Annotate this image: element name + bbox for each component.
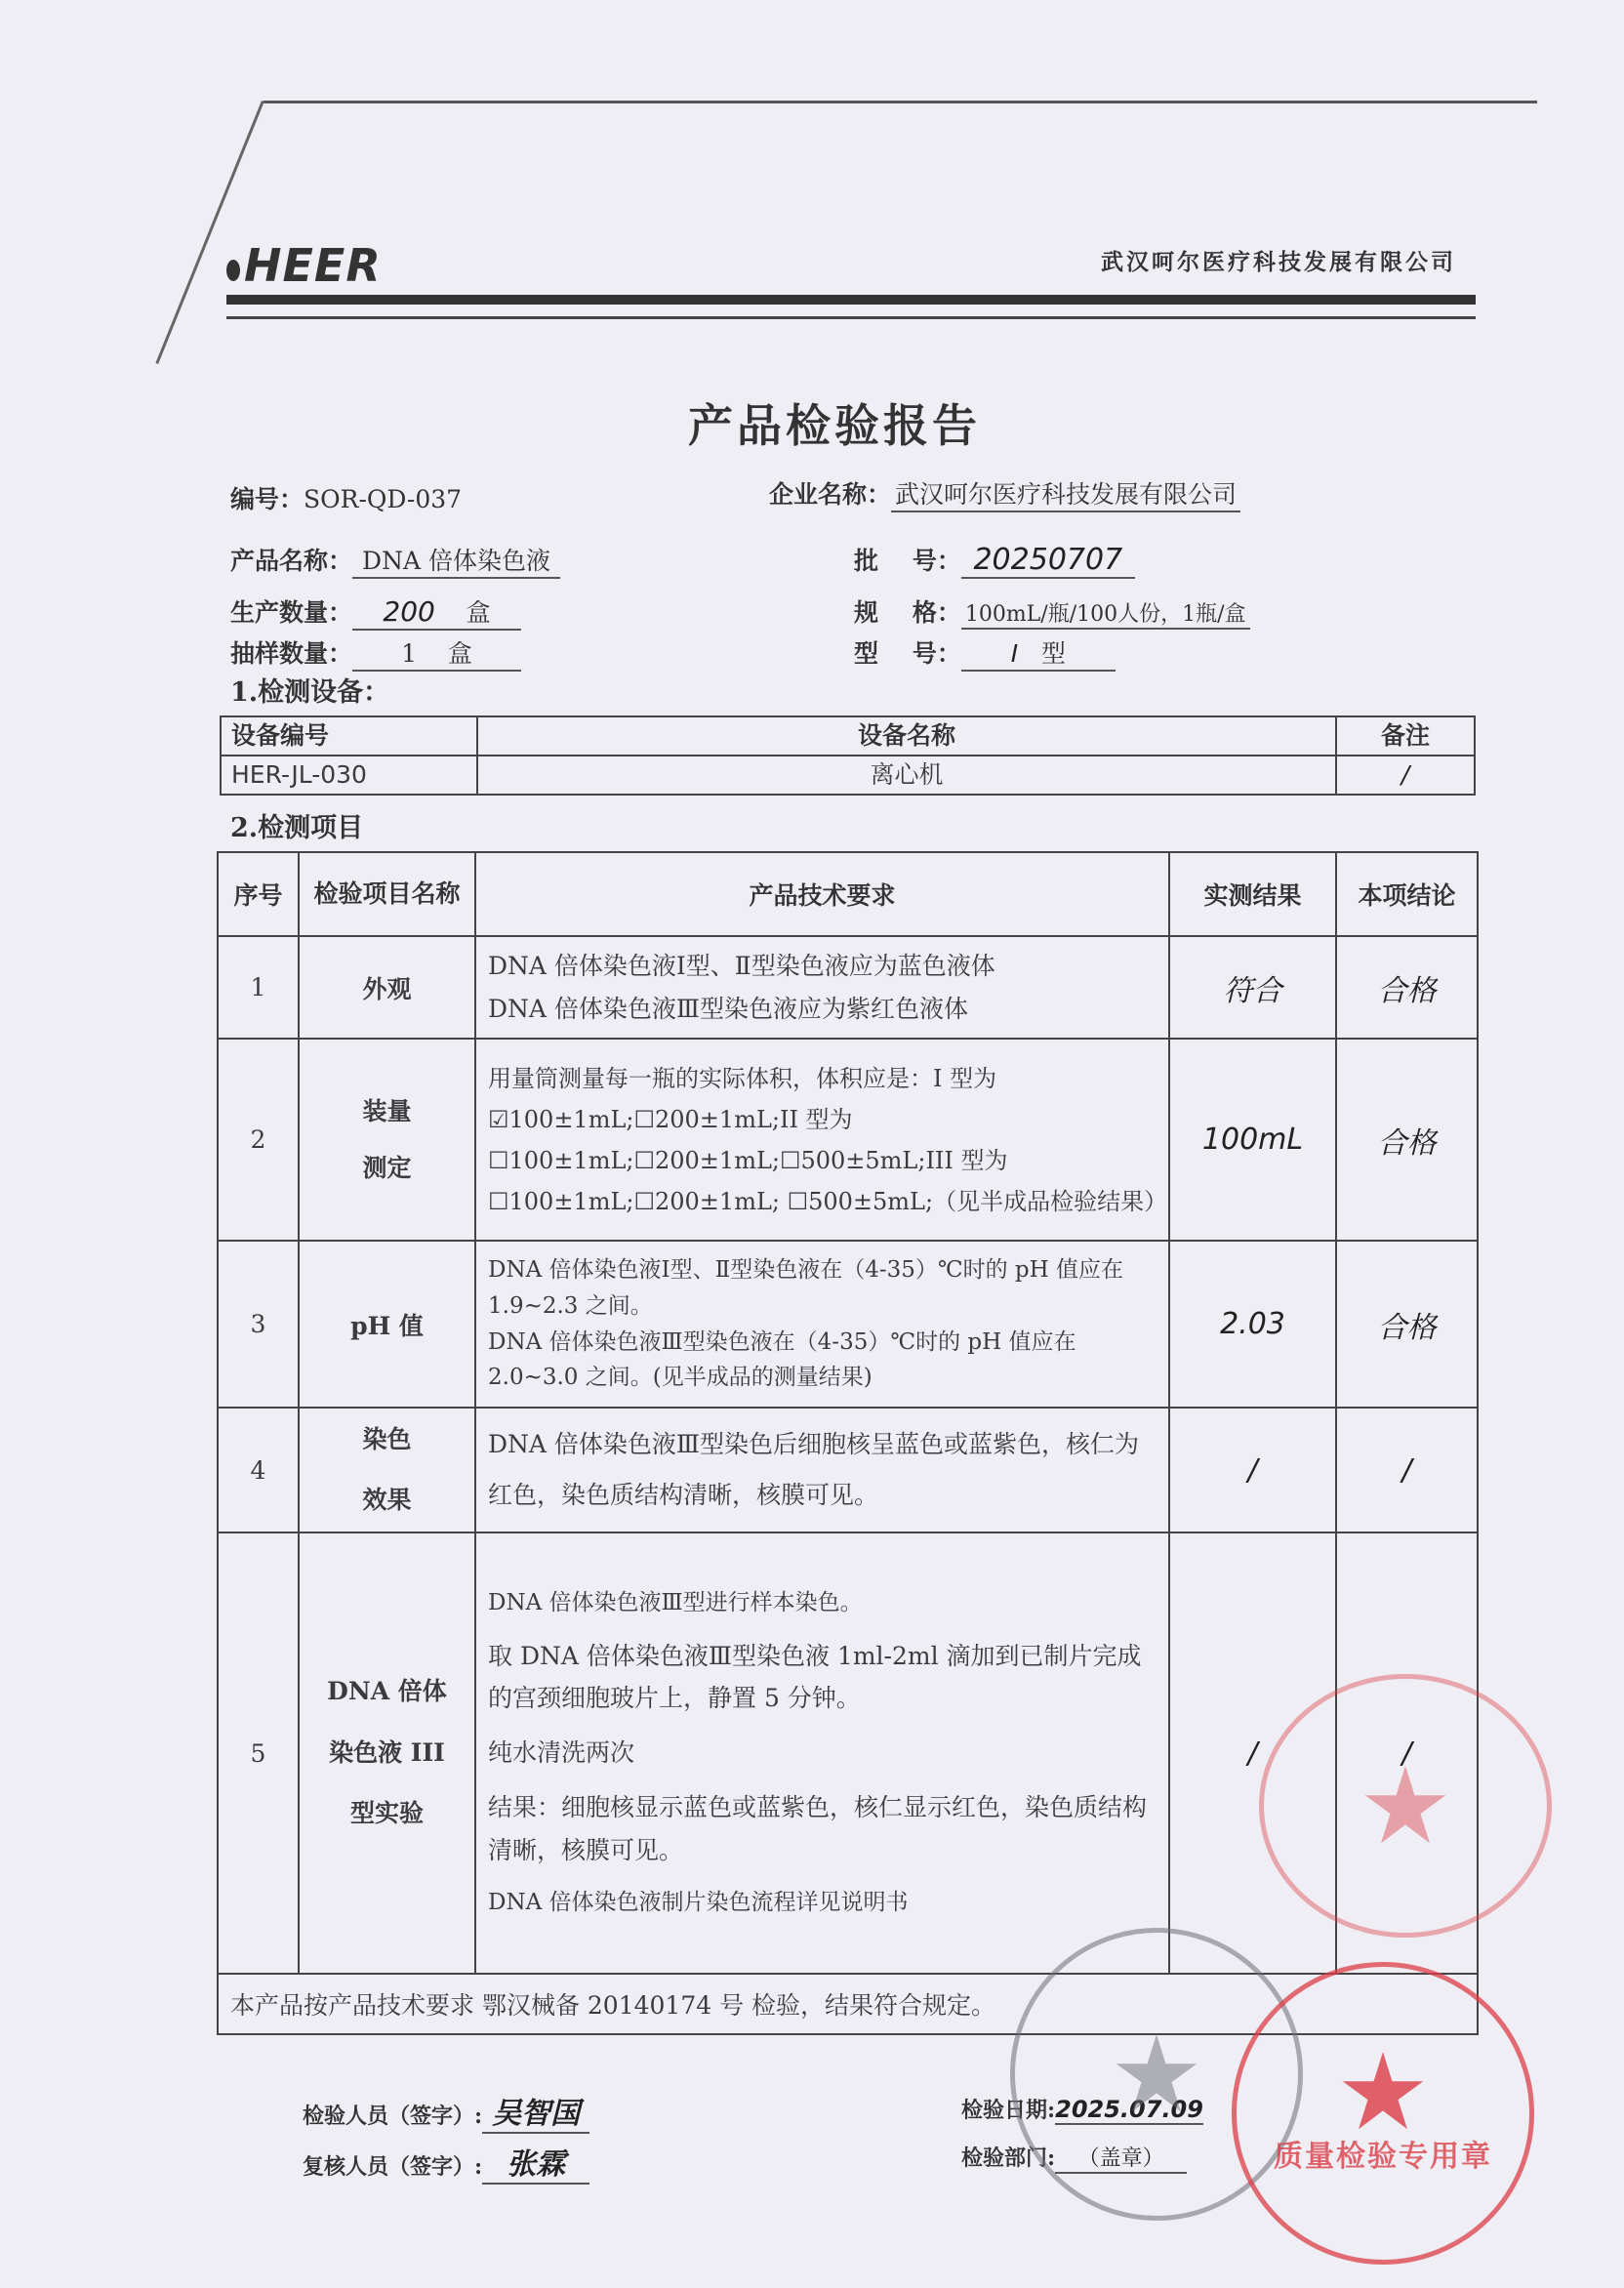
- department-field: 检验部门: （盖章）: [961, 2142, 1187, 2174]
- column-header: 检验项目名称: [299, 852, 475, 936]
- item-name: 装量测定: [299, 1039, 475, 1241]
- production-value: 200: [383, 595, 435, 628]
- item-name: pH 值: [299, 1241, 475, 1408]
- equipment-table: [220, 715, 1476, 796]
- item-result: /: [1169, 1532, 1336, 1974]
- item-name: DNA 倍体染色液 III 型实验: [299, 1532, 475, 1974]
- item-conclusion: 合格: [1336, 1039, 1478, 1241]
- item-conclusion: /: [1336, 1532, 1478, 1974]
- reviewer-signature: 张霖: [482, 2140, 589, 2185]
- column-header: 序号: [218, 852, 299, 936]
- reviewer-field: 复核人员（签字）: 张霖: [303, 2140, 589, 2185]
- table-header-row: [221, 716, 1475, 756]
- code-value: SOR-QD-037: [304, 485, 463, 513]
- batch-field: 批 号： 20250707: [854, 542, 1135, 579]
- star-icon: [1341, 2052, 1425, 2132]
- table-header-row: [218, 852, 1478, 936]
- sample-field: 抽样数量： 1 盒: [230, 634, 521, 672]
- items-section-title: 2.检测项目: [230, 813, 364, 843]
- code-field: 编号：SOR-QD-037: [230, 485, 463, 513]
- item-name: 染色效果: [299, 1408, 475, 1532]
- column-header: 备注: [1336, 716, 1475, 756]
- header-rule-thin: [226, 316, 1476, 319]
- conclusion-statement: 本产品按产品技术要求 鄂汉械备 20140174 号 检验，结果符合规定。: [218, 1974, 1478, 2034]
- column-header: 设备名称: [477, 716, 1336, 756]
- date-field: 检验日期:2025.07.09: [961, 2096, 1203, 2123]
- item-requirement: DNA 倍体染色液Ⅰ型、Ⅱ型染色液应为蓝色液体 DNA 倍体染色液Ⅲ型染色液应为紫红色液体: [475, 936, 1169, 1039]
- item-no: 1: [218, 936, 299, 1039]
- header-rule: [226, 295, 1476, 305]
- production-field: 生产数量： 200 盒: [230, 593, 521, 631]
- equipment-code: HER-JL-030: [221, 756, 477, 795]
- item-requirement: DNA 倍体染色液Ⅲ型染色后细胞核呈蓝色或蓝紫色，核仁为红色，染色质结构清晰，核膜可见。: [475, 1408, 1169, 1532]
- header-company-name: 武汉呵尔医疗科技发展有限公司: [1101, 249, 1456, 275]
- sample-value: 1: [401, 639, 418, 668]
- enterprise-field: 企业名称： 武汉呵尔医疗科技发展有限公司: [769, 475, 1240, 512]
- faint-quality-stamp: [1259, 1674, 1552, 1938]
- logo-text: HEER: [244, 239, 382, 292]
- item-requirement: DNA 倍体染色液Ⅰ型、Ⅱ型染色液在（4-35）℃时的 pH 值应在 1.9~2.3 之间。 DNA 倍体染色液Ⅲ型染色液在（4-35）℃时的 pH 值应在 2.0~3.0 之间。(见半成品的测量结果): [475, 1241, 1169, 1408]
- star-icon: [1115, 2034, 1198, 2114]
- column-header: 产品技术要求: [475, 852, 1169, 936]
- item-result: /: [1169, 1408, 1336, 1532]
- item-conclusion: 合格: [1336, 936, 1478, 1039]
- item-requirement: 用量筒测量每一瓶的实际体积，体积应是：I 型为☑100±1mL;☐200±1mL;II 型为☐100±1mL;☐200±1mL;☐500±5mL;III 型为☐100±1mL;☐200±1mL; ☐500±5mL;（见半成品检验结果）: [475, 1039, 1169, 1241]
- item-no: 4: [218, 1408, 299, 1532]
- equipment-note: /: [1336, 756, 1475, 795]
- department-value: （盖章）: [1055, 2142, 1187, 2174]
- item-requirement: DNA 倍体染色液Ⅲ型进行样本染色。 取 DNA 倍体染色液Ⅲ型染色液 1ml-2ml 滴加到已制片完成的宫颈细胞玻片上，静置 5 分钟。 纯水清洗两次 结果：细胞核显示蓝色或蓝紫色，核仁显示红色，染色质结构清晰，核膜可见。 DNA 倍体染色液制片染色流程详见说明书: [475, 1532, 1169, 1974]
- top-border-line: [264, 101, 1537, 103]
- model-field: 型 号： Ⅰ 型: [854, 634, 1116, 672]
- table-row: [218, 1241, 1478, 1408]
- item-result: 符合: [1169, 936, 1336, 1039]
- page-title: 产品检验报告: [688, 399, 981, 452]
- equipment-name: 离心机: [477, 756, 1336, 795]
- logo-drop-icon: [226, 260, 240, 281]
- inspector-field: 检验人员（签字）: 吴智国: [303, 2089, 589, 2134]
- item-result: 2.03: [1169, 1241, 1336, 1408]
- quality-inspection-stamp: [1232, 1962, 1534, 2265]
- model-value: Ⅰ: [1010, 639, 1019, 668]
- equipment-section-title: 1.检测设备：: [230, 677, 390, 708]
- spec-value: 100mL/瓶/100人份，1瓶/盒: [961, 597, 1250, 630]
- item-no: 2: [218, 1039, 299, 1241]
- inspector-signature: 吴智国: [482, 2089, 589, 2134]
- spec-field: 规 格： 100mL/瓶/100人份，1瓶/盒: [854, 593, 1250, 630]
- item-result: 100mL: [1169, 1039, 1336, 1241]
- item-no: 3: [218, 1241, 299, 1408]
- table-row: [218, 1408, 1478, 1532]
- company-logo: [226, 239, 382, 292]
- item-name: 外观: [299, 936, 475, 1039]
- batch-value: 20250707: [961, 543, 1135, 579]
- item-conclusion: 合格: [1336, 1241, 1478, 1408]
- item-no: 5: [218, 1532, 299, 1974]
- star-icon: [1363, 1766, 1447, 1846]
- enterprise-value: 武汉呵尔医疗科技发展有限公司: [891, 475, 1240, 512]
- item-conclusion: /: [1336, 1408, 1478, 1532]
- table-row: [221, 756, 1475, 795]
- inspection-date: 2025.07.09: [1055, 2096, 1203, 2123]
- column-header: 实测结果: [1169, 852, 1336, 936]
- corner-border-line: [155, 101, 264, 364]
- product-field: 产品名称： DNA 倍体染色液: [230, 542, 560, 579]
- table-row: [218, 936, 1478, 1039]
- product-value: DNA 倍体染色液: [352, 542, 560, 579]
- table-row: [218, 1039, 1478, 1241]
- stamp-text: 质量检验专用章: [1274, 2140, 1492, 2174]
- column-header: 设备编号: [221, 716, 477, 756]
- column-header: 本项结论: [1336, 852, 1478, 936]
